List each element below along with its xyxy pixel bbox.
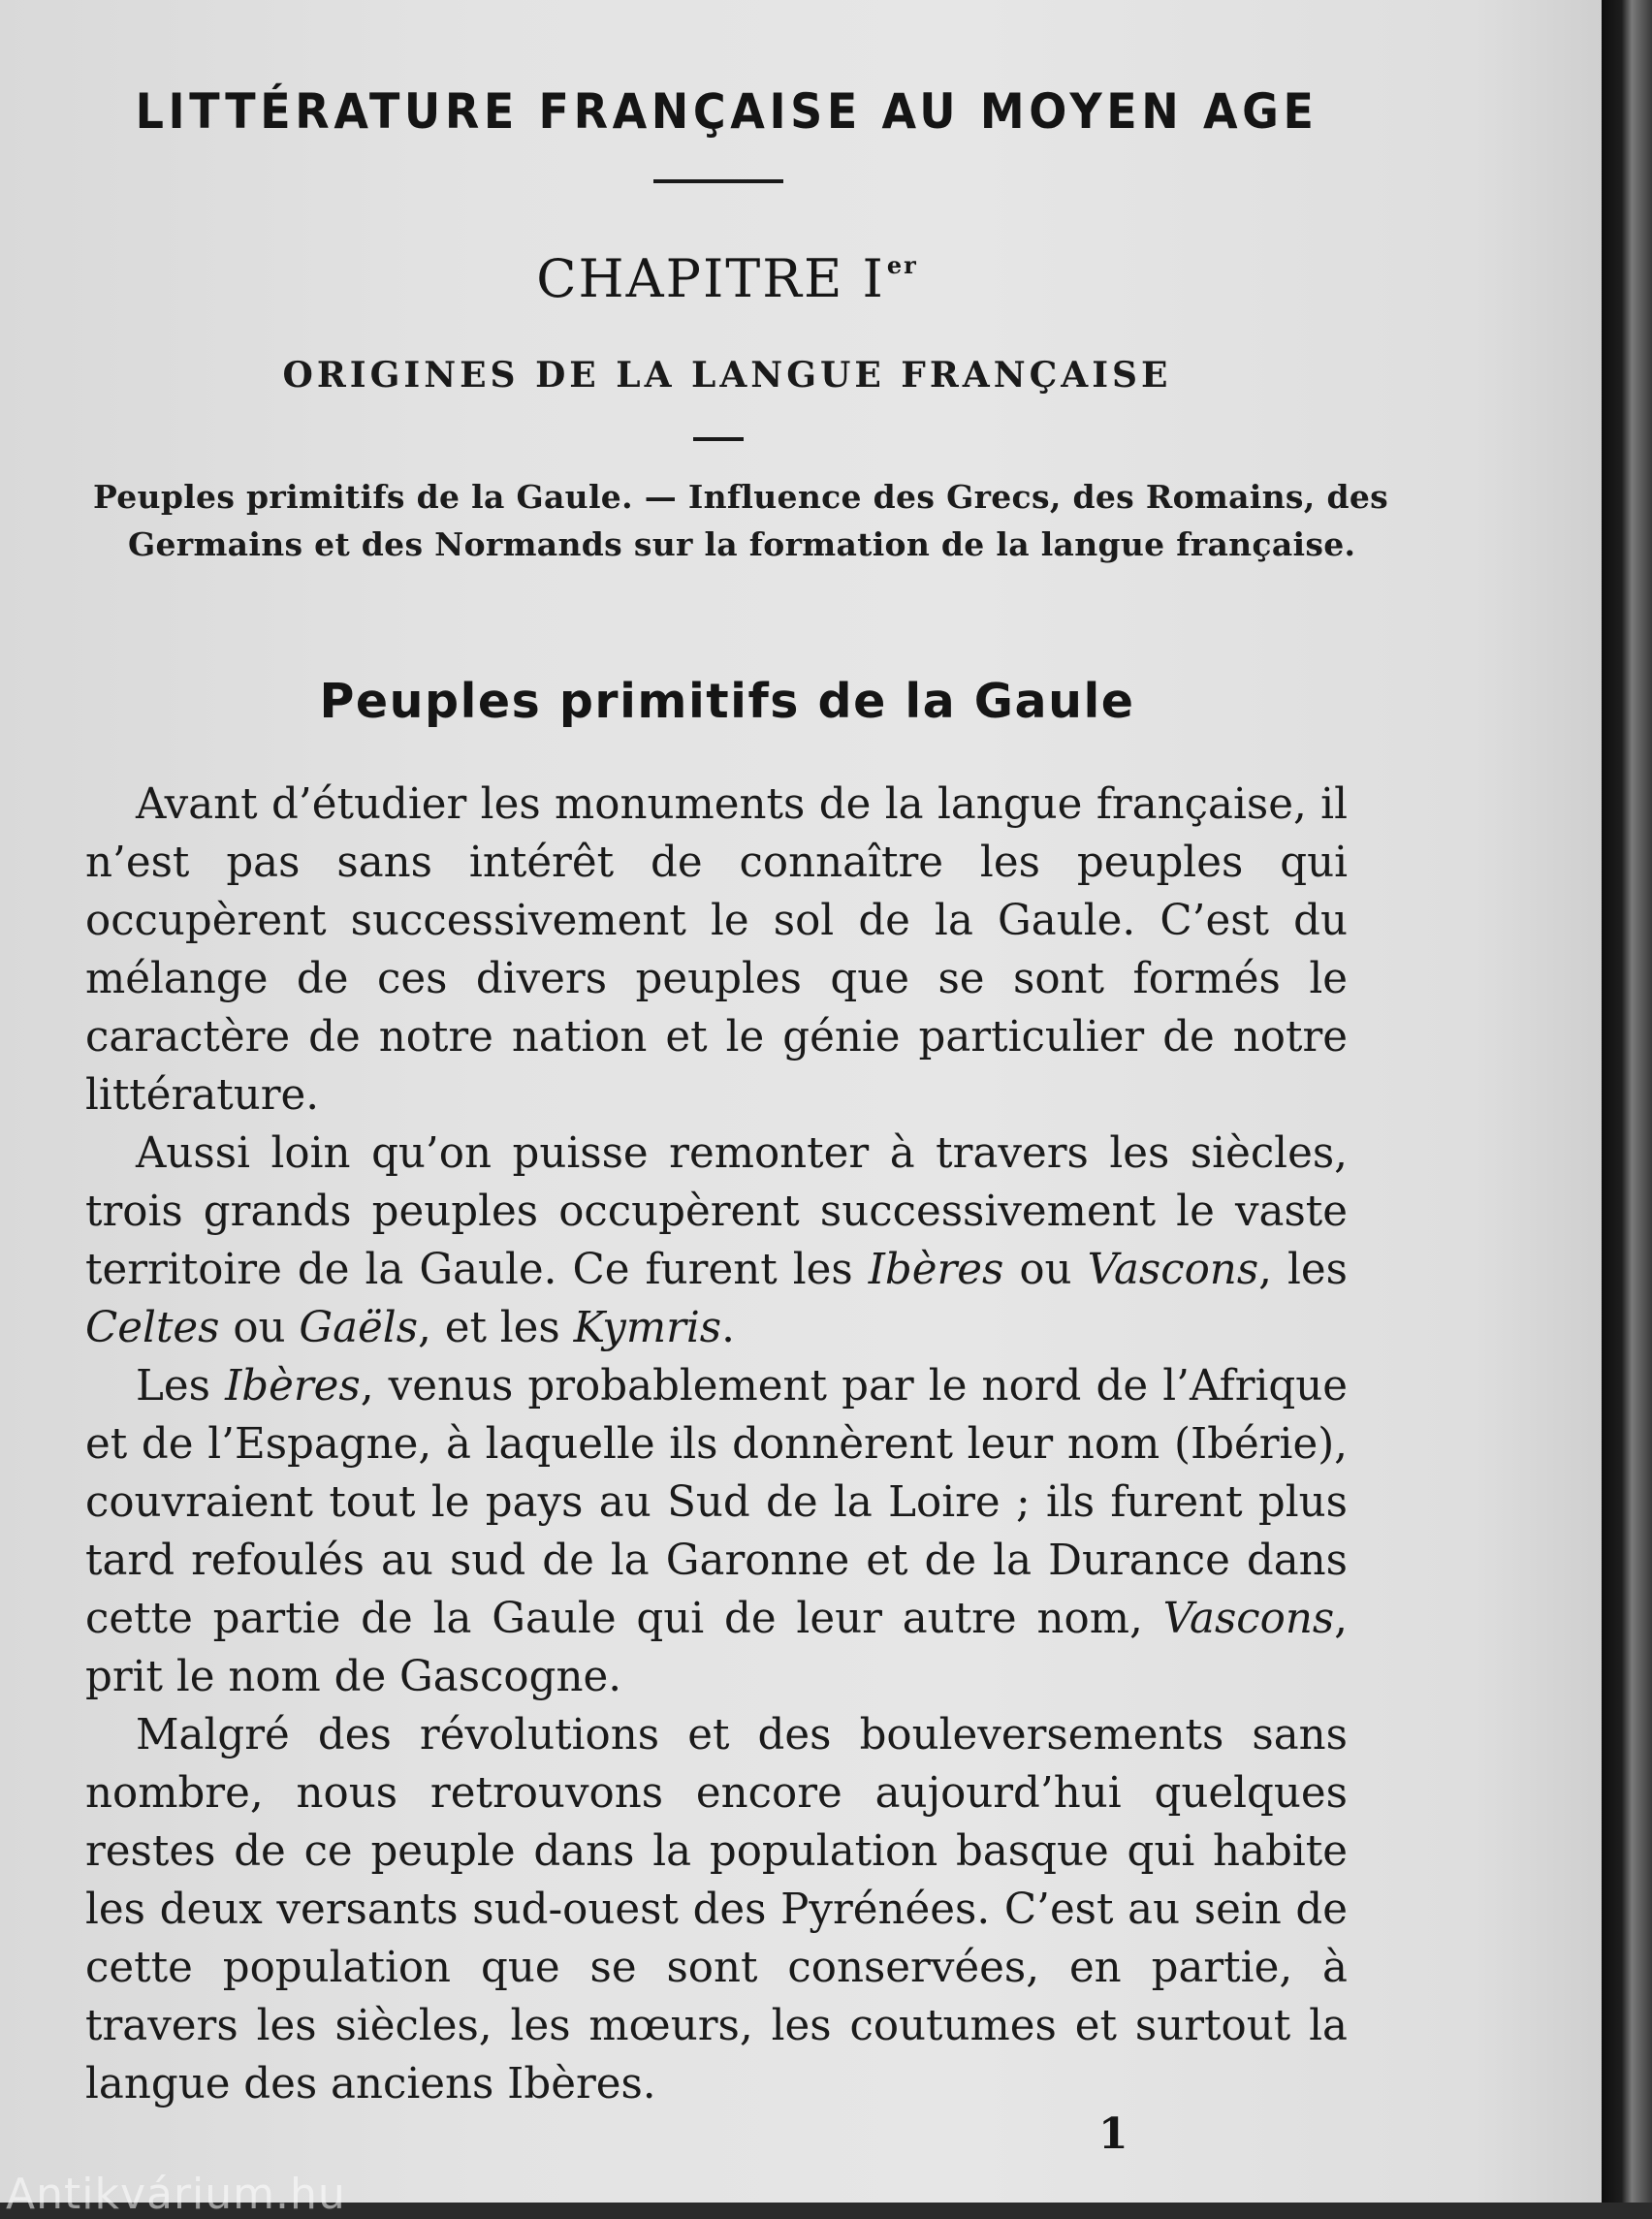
chapter-summary: Peuples primitifs de la Gaule. — Influence des Grecs, des Romains, des Germains et des Normands sur la formation de la langue française.: [93, 478, 1388, 563]
watermark: Antikvárium.hu: [6, 2170, 346, 2219]
paragraph: [85, 1706, 1348, 2113]
chapter-superscript: er: [886, 251, 918, 279]
text-run: , et les: [418, 1304, 574, 1352]
text-run: , venus probablement par le nord de l’Afrique et de l’Espagne, à laquelle ils donnèrent leur nom (Ibérie), couvraient tout le pays au Sud de la Loire ; ils furent plus tard refoulés au sud de la Garonne et de la Durance dans cette partie de la Gaule qui de leur autre nom,: [85, 1362, 1349, 1643]
italic-term: Celtes: [85, 1304, 220, 1352]
page-number: 1: [1098, 2109, 1128, 2159]
header-rule: [653, 179, 783, 183]
text-run: ou: [219, 1304, 300, 1352]
italic-term: Kymris: [573, 1304, 722, 1352]
italic-term: Ibères: [225, 1362, 361, 1411]
text-run: .: [721, 1304, 735, 1352]
paragraph: [85, 1125, 1348, 1357]
text-run: , les: [1258, 1246, 1348, 1294]
chapter-title: ORIGINES DE LA LANGUE FRANÇAISE: [282, 355, 1172, 396]
chapter-rule: [693, 437, 744, 441]
italic-term: Vascons: [1162, 1595, 1335, 1643]
section-heading: Peuples primitifs de la Gaule: [319, 674, 1135, 729]
chapter-label: CHAPITRE I: [536, 248, 885, 309]
text-run: ou: [1003, 1246, 1088, 1294]
text-run: Aussi loin qu’on puisse remonter à travers les siècles, trois grands peuples occupèrent successivement le vaste territoire de la Gaule. Ce furent les: [85, 1129, 1348, 1294]
paragraph: [85, 1357, 1348, 1706]
chapter-number: [0, 248, 1454, 309]
italic-term: Vascons: [1087, 1246, 1259, 1294]
text-run: Avant d’étudier les monuments de la langue française, il n’est pas sans intérêt de connaître les peuples qui occupèrent successivement le sol de la Gaule. C’est du mélange de ces divers peuples que se sont formés le caractère de notre nation et le génie particulier de notre littérature.: [85, 780, 1348, 1120]
paragraph: [85, 776, 1348, 1125]
text-run: Malgré des révolutions et des bouleversements sans nombre, nous retrouvons encore aujourd’hui quelques restes de ce peuple dans la population basque qui habite les deux versants sud-ouest des Pyrénées. C’est au sein de cette population que se sont conservées, en partie, à travers les siècles, les mœurs, les coutumes et surtout la langue des anciens Ibères.: [85, 1711, 1348, 2108]
text-run: , prit le nom de Gascogne.: [85, 1595, 1348, 1701]
italic-term: Ibères: [868, 1246, 1004, 1294]
italic-term: Gaëls: [299, 1304, 419, 1352]
body-text: [85, 776, 1348, 2113]
text-run: Les: [136, 1362, 226, 1411]
running-head: LITTÉRATURE FRANÇAISE AU MOYEN AGE: [135, 83, 1318, 140]
book-binding-edge: [1602, 0, 1652, 2203]
